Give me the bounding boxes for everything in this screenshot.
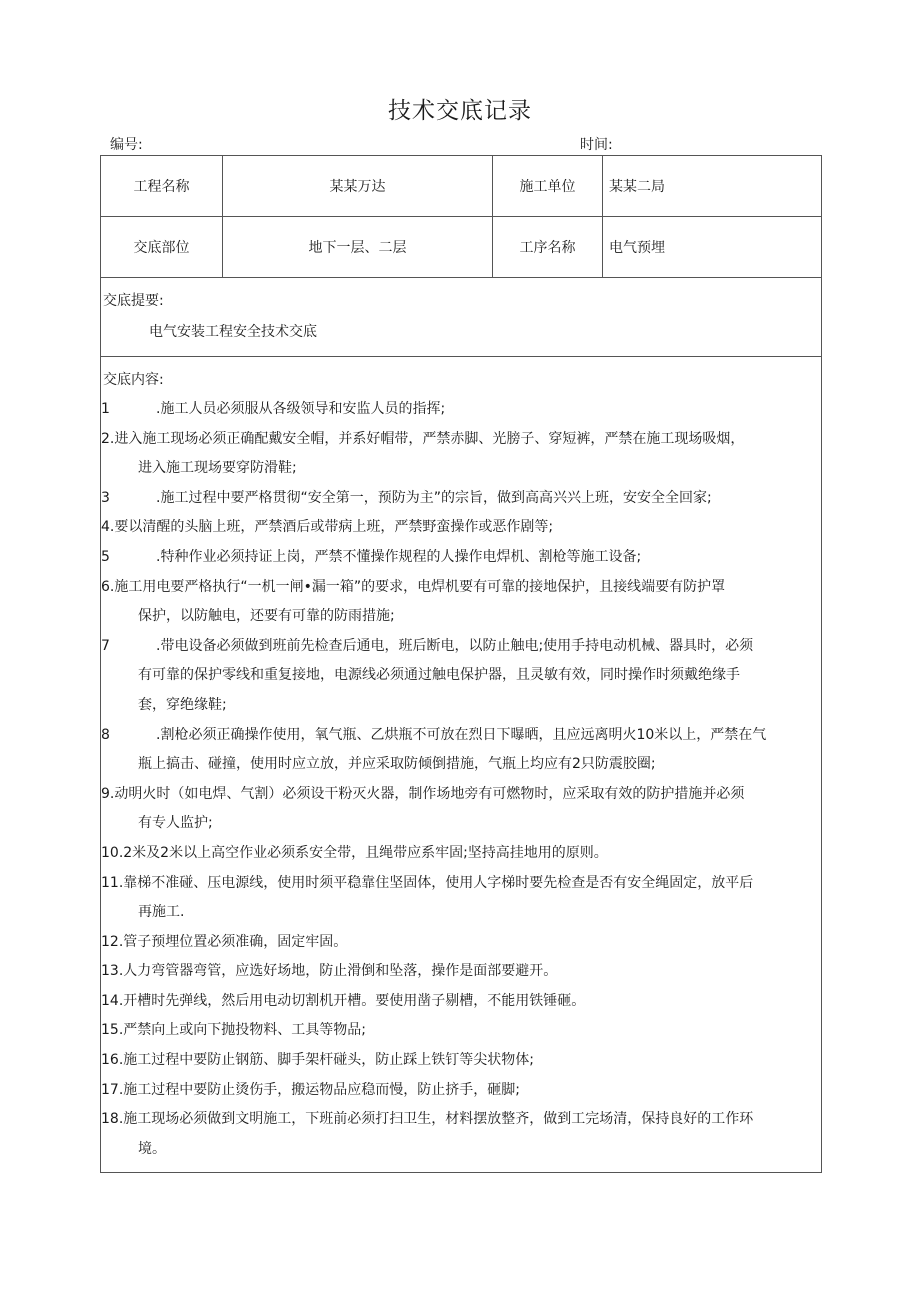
list-item-number: 4. (101, 519, 115, 536)
record-table (100, 155, 822, 1173)
list-item-text: 动明火时（如电焊、气割）必须设干粉灭火器，制作场地旁有可燃物时，应采取有效的防护措施并必须 (114, 785, 745, 802)
process-value: 电气预埋 (603, 217, 822, 278)
list-item-text: 有专人监护; (138, 815, 213, 832)
list-item-text: 施工过程中要防止钢筋、脚手架杆碰头，防止踩上铁钉等尖状物体; (123, 1052, 534, 1069)
list-item-line (101, 484, 821, 514)
list-item-text: .带电设备必须做到班前先检查后通电，班后断电，以防止触电;使用手持电动机械、器具时，必须 (156, 637, 754, 654)
list-item-line (101, 543, 821, 573)
list-item-line (101, 928, 821, 958)
list-item-number: 7 (101, 637, 110, 654)
list-item-text: .特种作业必须持证上岗，严禁不懂操作规程的人操作电焊机、割枪等施工设备; (156, 548, 642, 565)
list-item-line (101, 1046, 821, 1076)
list-item-text: 有可靠的保护零线和重复接地，电源线必须通过触电保护器，且灵敏有效，同时操作时须戴绝缘手 (138, 667, 740, 684)
table-row (101, 278, 822, 357)
list-item-text: 进入施工现场要穿防滑鞋; (138, 460, 297, 477)
list-item (101, 869, 821, 928)
content-cell (101, 357, 822, 1173)
list-item-line (101, 1135, 821, 1165)
process-label: 工序名称 (493, 217, 603, 278)
unit-label: 施工单位 (493, 156, 603, 217)
list-item-number: 14. (101, 992, 124, 1009)
number-label: 编号: (110, 137, 143, 153)
list-item-text: 再施工. (138, 904, 185, 921)
list-item-line (101, 869, 821, 899)
list-item-text: 严禁向上或向下抛投物料、工具等物品; (123, 1022, 366, 1039)
list-item-number: 15. (101, 1022, 124, 1039)
list-item-text: 开槽时先弹线，然后用电动切割机开槽。要使用凿子剔槽，不能用铁锤砸。 (123, 992, 586, 1009)
list-item-text: 施工用电要严格执行“一机一闸•漏一箱”的要求，电焊机要有可靠的接地保护，且接线端要有防护罩 (114, 578, 726, 595)
list-item (101, 513, 821, 543)
part-value: 地下一层、二层 (223, 217, 493, 278)
list-item (101, 484, 821, 514)
list-item (101, 573, 821, 632)
summary-label: 交底提要: (103, 293, 164, 309)
list-item-number: 9. (101, 785, 115, 802)
list-item-number: 3 (101, 489, 110, 506)
list-item (101, 780, 821, 839)
list-item (101, 839, 821, 869)
list-item-number: 13. (101, 963, 124, 980)
list-item (101, 928, 821, 958)
list-item-number: 6. (101, 578, 115, 595)
list-item-text: .施工过程中要严格贯彻“安全第一，预防为主”的宗旨，做到高高兴兴上班，安安全全回家; (156, 489, 712, 506)
list-item-line (101, 1076, 821, 1106)
list-item-line (101, 780, 821, 810)
list-item-line (101, 573, 821, 603)
list-item-line (101, 632, 821, 662)
list-item-line (101, 661, 821, 691)
list-item (101, 987, 821, 1017)
list-item (101, 632, 821, 721)
list-item-line (101, 721, 821, 751)
list-item-number: 18. (101, 1111, 124, 1128)
list-item-text: 套，穿绝缘鞋; (138, 696, 227, 713)
list-item (101, 1016, 821, 1046)
list-item-text: 保护，以防触电，还要有可靠的防雨措施; (138, 608, 395, 625)
list-item (101, 957, 821, 987)
time-label: 时间: (580, 137, 613, 153)
table-row (101, 156, 822, 217)
list-item (101, 1046, 821, 1076)
table-row (101, 357, 822, 1173)
list-item-line (101, 691, 821, 721)
list-item (101, 1105, 821, 1164)
list-item-number: 8 (101, 726, 110, 743)
list-item (101, 721, 821, 780)
project-name-label: 工程名称 (101, 156, 223, 217)
list-item-number: 1 (101, 401, 110, 417)
list-item-line (101, 602, 821, 632)
list-item-line (101, 809, 821, 839)
summary-text: 电气安装工程安全技术交底 (149, 324, 317, 340)
list-item-line (101, 425, 821, 455)
list-item-number: 17. (101, 1081, 124, 1098)
list-item-text: 境。 (138, 1140, 166, 1157)
list-item-text: .割枪必须正确操作使用，氧气瓶、乙烘瓶不可放在烈日下曝晒，且应远离明火10米以上，严禁在气 (156, 726, 767, 743)
list-item-text: 靠梯不准碰、压电源线，使用时须平稳靠住坚固体，使用人字梯时要先检查是否有安全绳固定，放平后 (123, 874, 754, 891)
list-item-text: 进入施工现场必须正确配戴安全帽，并系好帽带，严禁赤脚、光膀子、穿短裤，严禁在施工现场吸烟， (114, 430, 745, 447)
list-item-line (101, 395, 821, 425)
part-label: 交底部位 (101, 217, 223, 278)
list-item (101, 1076, 821, 1106)
list-item-number: 10. (101, 844, 124, 861)
page-title: 技术交底记录 (388, 98, 532, 124)
list-item-number: 11. (101, 874, 124, 891)
summary-cell (101, 278, 822, 357)
list-item-number: 12. (101, 933, 124, 950)
list-item-text: .施工人员必须服从各级领导和安监人员的指挥; (156, 401, 446, 417)
list-item-line (101, 957, 821, 987)
list-item-line (101, 1016, 821, 1046)
list-item (101, 425, 821, 484)
list-item-text: 施工过程中要防止烫伤手，搬运物品应稳而慢，防止挤手，砸脚; (123, 1081, 520, 1098)
list-item-line (101, 513, 821, 543)
list-item-line (101, 839, 821, 869)
list-item (101, 543, 821, 573)
content-list (101, 395, 821, 1164)
list-item-line (101, 454, 821, 484)
list-item (101, 395, 821, 425)
list-item-line (101, 987, 821, 1017)
list-item-text: 2米及2米以上高空作业必须系安全带，且绳带应系牢固;坚持高挂地用的原则。 (123, 844, 608, 861)
content-label: 交底内容: (103, 372, 164, 388)
unit-value: 某某二局 (603, 156, 822, 217)
table-row (101, 217, 822, 278)
list-item-number: 2. (101, 430, 115, 447)
list-item-line (101, 898, 821, 928)
list-item-text: 施工现场必须做到文明施工，下班前必须打扫卫生，材料摆放整齐，做到工完场清，保持良好的工作环 (123, 1111, 754, 1128)
project-name-value: 某某万达 (223, 156, 493, 217)
list-item-line (101, 1105, 821, 1135)
list-item-text: 管子预埋位置必须准确，固定牢固。 (123, 933, 348, 950)
list-item-line (101, 750, 821, 780)
list-item-number: 5 (101, 548, 110, 565)
list-item-text: 瓶上搞击、碰撞，使用时应立放，并应采取防倾倒措施，气瓶上均应有2只防震胶圈; (138, 756, 656, 773)
list-item-number: 16. (101, 1052, 124, 1069)
list-item-text: 人力弯管器弯管，应选好场地，防止滑倒和坠落，操作是面部要避开。 (123, 963, 558, 980)
list-item-text: 要以清醒的头脑上班，严禁酒后或带病上班，严禁野蛮操作或恶作剧等; (114, 519, 554, 536)
